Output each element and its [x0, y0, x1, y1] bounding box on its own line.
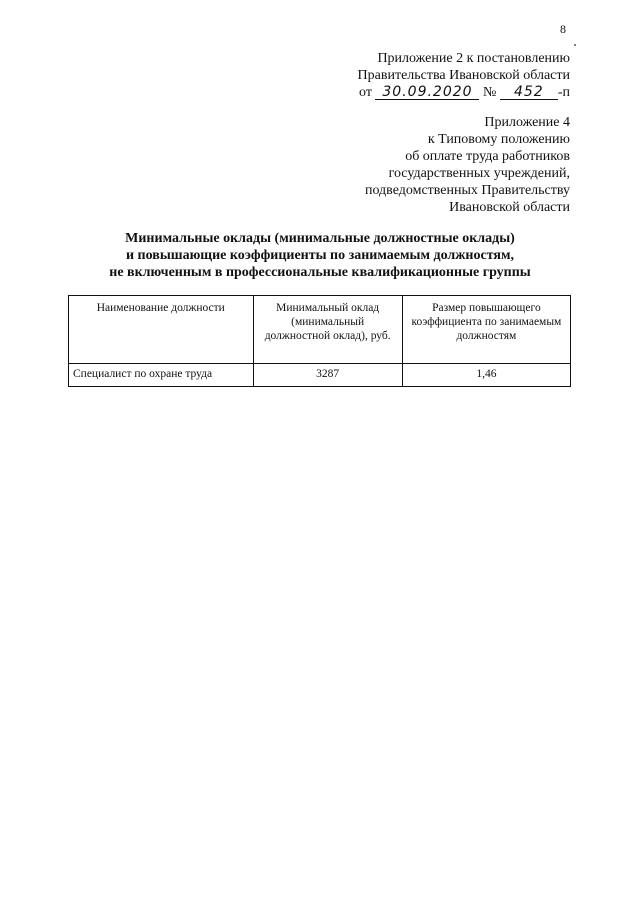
scan-dot-mark — [574, 44, 576, 46]
appendix-4-line: подведомственных Правительству — [364, 183, 570, 198]
title-line: не включенным в профессиональные квалификационные группы — [109, 265, 531, 280]
document-title — [60, 230, 580, 281]
appendix-2-line-2: Правительства Ивановской области — [357, 68, 570, 83]
cell-coefficient: 1,46 — [402, 364, 570, 387]
date-prefix: от — [359, 85, 372, 100]
handwritten-number: 452 — [500, 85, 558, 100]
appendix-4-header — [365, 114, 570, 216]
decree-date-number-line — [358, 84, 570, 101]
page-number: 8 — [560, 22, 566, 36]
salary-table — [68, 295, 571, 387]
title-line: Минимальные оклады (минимальные должностные оклады) — [125, 231, 515, 246]
handwritten-date: 30.09.2020 — [375, 85, 479, 100]
appendix-4-line: об оплате труда работников — [405, 149, 570, 164]
header-coefficient: Размер повышающего коэффициента по занимаемым должностям — [402, 296, 570, 364]
number-prefix: № — [482, 85, 497, 100]
header-position-name: Наименование должности — [69, 296, 254, 364]
title-line: и повышающие коэффициенты по занимаемым должностям, — [125, 248, 515, 263]
cell-position-name: Специалист по охране труда — [69, 364, 254, 387]
cell-minimum-salary: 3287 — [253, 364, 402, 387]
appendix-2-line-1: Приложение 2 к постановлению — [377, 51, 570, 66]
header-minimum-salary: Минимальный оклад (минимальный должностной оклад), руб. — [253, 296, 402, 364]
appendix-4-line: Ивановской области — [449, 200, 570, 215]
appendix-4-line: государственных учреждений, — [388, 166, 570, 181]
number-suffix: -п — [557, 85, 570, 100]
table-row — [69, 364, 571, 387]
table-header-row — [69, 296, 571, 364]
appendix-2-header — [358, 50, 570, 101]
appendix-4-line: Приложение 4 — [484, 115, 570, 130]
appendix-4-line: к Типовому положению — [427, 132, 570, 147]
